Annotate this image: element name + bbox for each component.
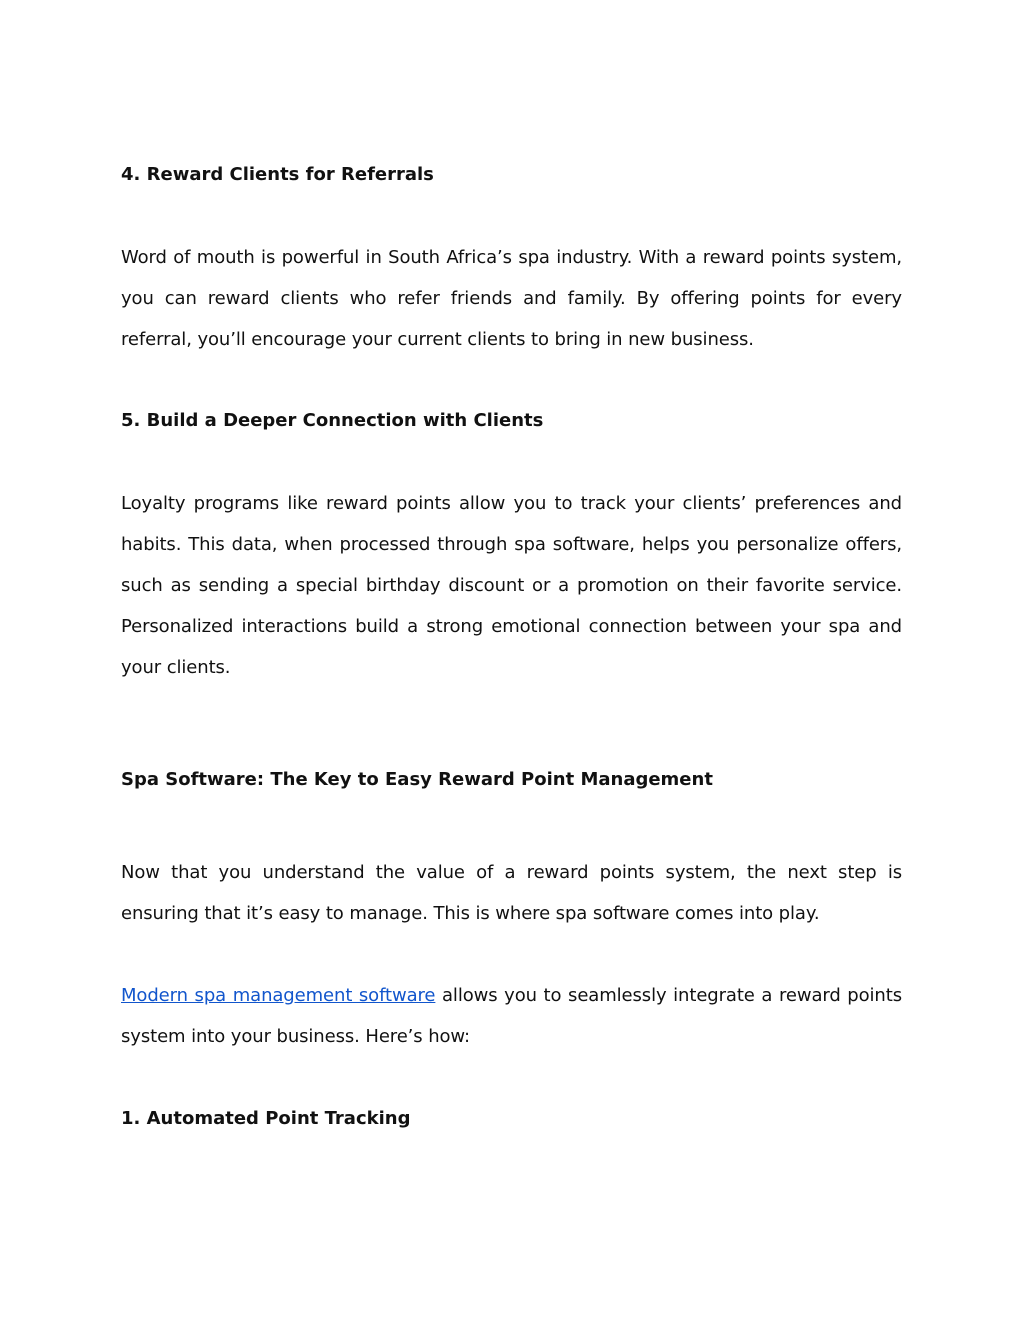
- heading-reward-referrals: 4. Reward Clients for Referrals: [121, 164, 434, 185]
- paragraph-modern-software: [121, 975, 902, 1057]
- heading-automated-tracking: 1. Automated Point Tracking: [121, 1108, 411, 1129]
- paragraph-understand-value: Now that you understand the value of a reward points system, the next step is ensuring that it’s easy to manage. This is where spa software comes into play.: [121, 862, 902, 924]
- modern-spa-software-link[interactable]: Modern spa management software: [121, 985, 436, 1006]
- heading-deeper-connection: 5. Build a Deeper Connection with Clients: [121, 410, 544, 431]
- heading-spa-software: Spa Software: The Key to Easy Reward Point Management: [121, 769, 713, 790]
- paragraph-modern-software-text: allows you to seamlessly integrate a reward points system into your business. Here’s how:: [121, 985, 902, 1047]
- paragraph-connection: Loyalty programs like reward points allow you to track your clients’ preferences and habits. This data, when processed through spa software, helps you personalize offers, such as sending a special birthday discount or a promotion on their favorite service. Personalized interactions build a strong emotional connection between your spa and your clients.: [121, 493, 902, 678]
- paragraph-referrals: Word of mouth is powerful in South Africa’s spa industry. With a reward points system, you can reward clients who refer friends and family. By offering points for every referral, you’ll encourage your current clients to bring in new business.: [121, 247, 902, 350]
